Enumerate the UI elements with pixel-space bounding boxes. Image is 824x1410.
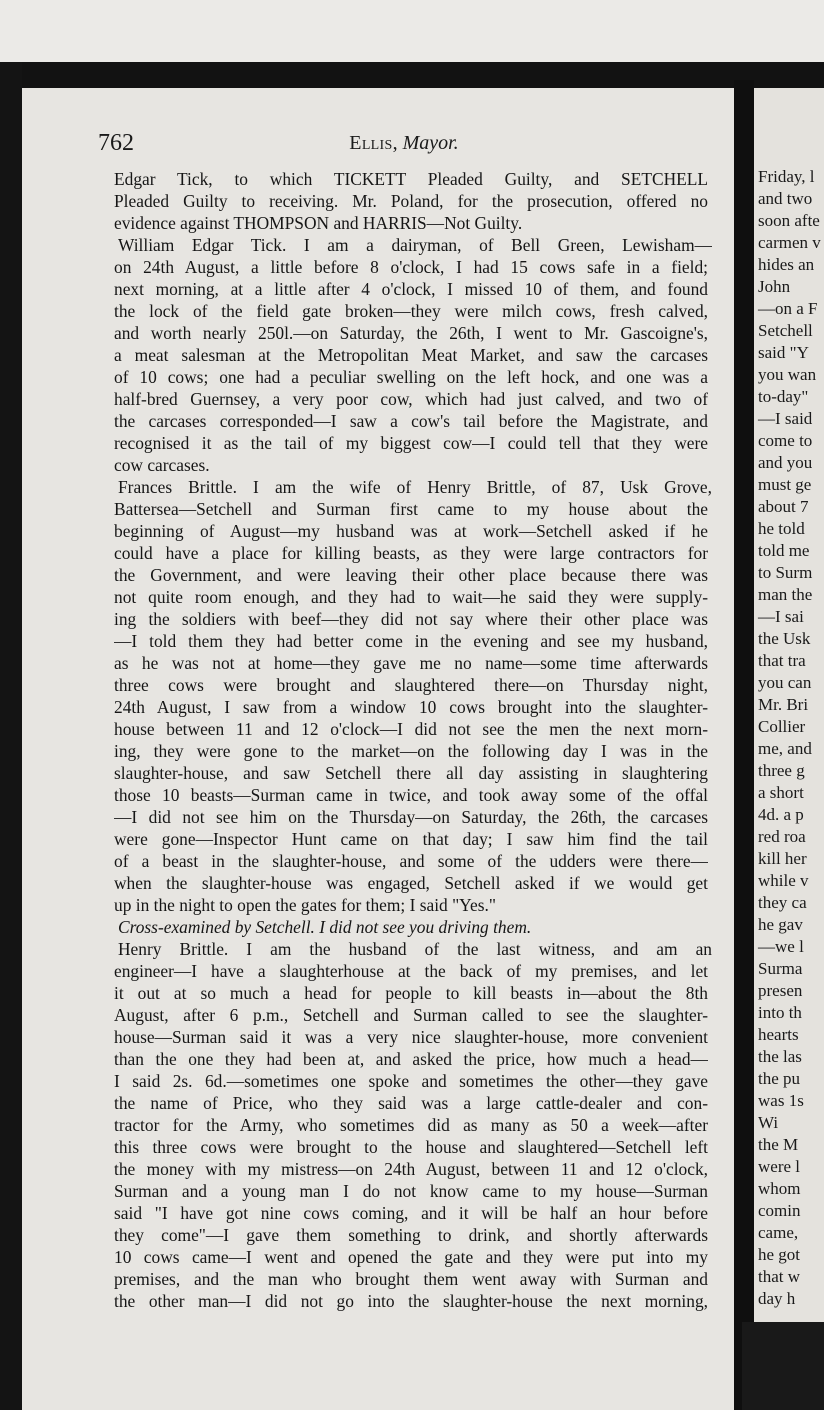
text-line: —I did not see him on the Thursday—on Saturday, the 26th, the carcases <box>114 807 708 827</box>
text-line: Battersea—Setchell and Surman first came to my house about the <box>114 499 708 519</box>
facing-page-line: into th <box>758 1003 802 1022</box>
facing-page-line: the Usk <box>758 629 811 648</box>
text-line: the lock of the field gate broken—they were milch cows, fresh calved, <box>114 301 708 321</box>
facing-page-line: that tra <box>758 651 806 670</box>
text-line: ing the soldiers with beef—they did not say where their other place was <box>114 609 708 629</box>
text-line: on 24th August, a little before 8 o'clock, I had 15 cows safe in a field; <box>114 257 708 277</box>
facing-page-line: soon afte <box>758 211 820 230</box>
text-line: this three cows were brought to the house and slaughtered—Setchell left <box>114 1137 708 1157</box>
text-line: the name of Price, who they said was a large cattle-dealer and con- <box>114 1093 708 1113</box>
facing-page-line: presen <box>758 981 803 1000</box>
text-line: 10 cows came—I went and opened the gate and they were put into my <box>114 1247 708 1267</box>
facing-page-line: you wan <box>758 365 817 384</box>
text-line: cow carcases. <box>114 455 210 475</box>
book-gutter <box>734 80 754 1410</box>
text-line: beginning of August—my husband was at work—Setchell asked if he <box>114 521 708 541</box>
page-header <box>98 130 710 160</box>
facing-page <box>754 88 824 1323</box>
facing-page-line: a short <box>758 783 804 802</box>
text-line: of a beast in the slaughter-house, and some of the udders were there— <box>114 851 708 871</box>
text-line: August, after 6 p.m., Setchell and Surman called to see the slaughter- <box>114 1005 708 1025</box>
facing-page-line: they ca <box>758 893 807 912</box>
text-line: could have a place for killing beasts, as they were large contractors for <box>114 543 708 563</box>
text-line: the carcases corresponded—I saw a cow's tail before the Magistrate, and <box>114 411 708 431</box>
facing-page-line: to-day" <box>758 387 809 406</box>
text-line: not quite room enough, and they had to wait—he said they were supply- <box>114 587 708 607</box>
text-line: Henry Brittle. I am the husband of the last witness, and am an <box>118 939 712 959</box>
text-line: evidence against THOMPSON and HARRIS—Not Guilty. <box>114 213 523 233</box>
text-line: and worth nearly 250l.—on Saturday, the 26th, I went to Mr. Gascoigne's, <box>114 323 708 343</box>
facing-page-line: said "Y <box>758 343 809 362</box>
facing-page-line: kill her <box>758 849 807 868</box>
text-line: ing, they were gone to the market—on the following day I was in the <box>114 741 708 761</box>
facing-page-line: John <box>758 277 791 296</box>
text-line: half-bred Guernsey, a very poor cow, which had just calved, and two of <box>114 389 708 409</box>
text-line: Frances Brittle. I am the wife of Henry Brittle, of 87, Usk Grove, <box>118 477 712 497</box>
text-line: said "I have got nine cows coming, and it will be half an hour before <box>114 1203 708 1223</box>
facing-page-line: man the <box>758 585 813 604</box>
facing-page-shadow <box>742 1322 824 1410</box>
text-line: of 10 cows; one had a peculiar swelling on the left hock, and one was a <box>114 367 708 387</box>
facing-page-line: were l <box>758 1157 801 1176</box>
facing-page-line: red roa <box>758 827 806 846</box>
text-line: next morning, at a little after 4 o'clock, I missed 10 of them, and found <box>114 279 708 299</box>
text-line: I said 2s. 6d.—sometimes one spoke and sometimes the other—they gave <box>114 1071 708 1091</box>
running-head <box>98 132 710 155</box>
text-line: Surman and a young man I do not know came to my house—Surman <box>114 1181 708 1201</box>
facing-page-line: Mr. Bri <box>758 695 809 714</box>
text-line: the Government, and were leaving their other place because there was <box>114 565 708 585</box>
text-line: 24th August, I saw from a window 10 cows brought into the slaughter- <box>114 697 708 717</box>
facing-page-line: carmen v <box>758 233 821 252</box>
facing-page-line: —I said <box>758 409 813 428</box>
facing-page-line: me, and <box>758 739 812 758</box>
text-line: house between 11 and 12 o'clock—I did not see the men the next morn- <box>114 719 708 739</box>
facing-page-line: the pu <box>758 1069 801 1088</box>
text-line: slaughter-house, and saw Setchell there all day assisting in slaughtering <box>114 763 708 783</box>
text-line: recognised it as the tail of my biggest cow—I could tell that they were <box>114 433 708 453</box>
page-number: 762 <box>98 130 134 156</box>
text-line: it out at so much a head for people to kill beasts in—about the 8th <box>114 983 708 1003</box>
text-line: when the slaughter-house was engaged, Setchell asked if we would get <box>114 873 708 893</box>
facing-page-line: hearts <box>758 1025 799 1044</box>
text-line: up in the night to open the gates for them; I said "Yes." <box>114 895 496 915</box>
text-line: those 10 beasts—Surman came in twice, and took away some of the offal <box>114 785 708 805</box>
facing-page-line: Wi <box>758 1113 779 1132</box>
facing-page-line: —I sai <box>758 607 804 626</box>
text-line: tractor for the Army, who sometimes did as many as 50 a week—after <box>114 1115 708 1135</box>
facing-page-line: came, <box>758 1223 799 1242</box>
text-line: the other man—I did not go into the slaughter-house the next morning, <box>114 1291 708 1311</box>
facing-page-line: three g <box>758 761 805 780</box>
facing-page-line: 4d. a p <box>758 805 804 824</box>
facing-page-line: comin <box>758 1201 801 1220</box>
facing-page-line: was 1s <box>758 1091 804 1110</box>
facing-page-line: —we l <box>758 937 804 956</box>
text-line: Pleaded Guilty to receiving. Mr. Poland, for the prosecution, offered no <box>114 191 708 211</box>
facing-page-line: to Surm <box>758 563 813 582</box>
text-line: were gone—Inspector Hunt came on that day; I saw him find the tail <box>114 829 708 849</box>
scanner-edge-band <box>0 62 824 90</box>
facing-page-line: he told <box>758 519 805 538</box>
facing-page-line: hides an <box>758 255 815 274</box>
text-line: engineer—I have a slaughterhouse at the back of my premises, and let <box>114 961 708 981</box>
text-line: Edgar Tick, to which TICKETT Pleaded Guilty, and SETCHELL <box>114 169 708 189</box>
facing-page-line: Setchell <box>758 321 813 340</box>
text-line: house—Surman said it was a very nice slaughter-house, more convenient <box>114 1027 708 1047</box>
text-line: three cows were brought and slaughtered there—on Thursday night, <box>114 675 708 695</box>
facing-page-line: the las <box>758 1047 802 1066</box>
running-head-title: Mayor. <box>402 132 459 154</box>
text-line: a meat salesman at the Metropolitan Meat Market, and saw the carcases <box>114 345 708 365</box>
facing-page-line: Collier <box>758 717 806 736</box>
text-line: William Edgar Tick. I am a dairyman, of Bell Green, Lewisham— <box>118 235 712 255</box>
text-line: as he was not at home—they gave me no name—some time afterwards <box>114 653 708 673</box>
facing-page-line: he got <box>758 1245 801 1264</box>
facing-page-line: the M <box>758 1135 799 1154</box>
running-head-surname: Ellis <box>349 132 393 154</box>
facing-page-line: come to <box>758 431 813 450</box>
facing-page-line: Friday, l <box>758 167 815 186</box>
facing-page-line: you can <box>758 673 812 692</box>
facing-page-line: that w <box>758 1267 801 1286</box>
text-line: they come"—I gave them something to drink, and shortly afterwards <box>114 1225 708 1245</box>
text-line: Cross-examined by Setchell. I did not see you driving them. <box>118 917 532 937</box>
facing-page-line: Surma <box>758 959 803 978</box>
facing-page-line: whom <box>758 1179 801 1198</box>
facing-page-line: day h <box>758 1289 796 1308</box>
text-line: than the one they had been at, and asked the price, how much a head— <box>114 1049 708 1069</box>
facing-page-line: and you <box>758 453 813 472</box>
text-line: —I told them they had better come in the evening and see my husband, <box>114 631 708 651</box>
text-line: the money with my mistress—on 24th August, between 11 and 12 o'clock, <box>114 1159 708 1179</box>
text-line: premises, and the man who brought them went away with Surman and <box>114 1269 708 1289</box>
running-head-comma: , <box>392 132 403 154</box>
facing-page-line: about 7 <box>758 497 809 516</box>
facing-page-line: must ge <box>758 475 812 494</box>
book-left-edge <box>0 62 22 1410</box>
facing-page-line: he gav <box>758 915 803 934</box>
facing-page-line: —on a F <box>758 299 818 318</box>
facing-page-line: told me <box>758 541 810 560</box>
facing-page-line: while v <box>758 871 809 890</box>
facing-page-line: and two <box>758 189 813 208</box>
